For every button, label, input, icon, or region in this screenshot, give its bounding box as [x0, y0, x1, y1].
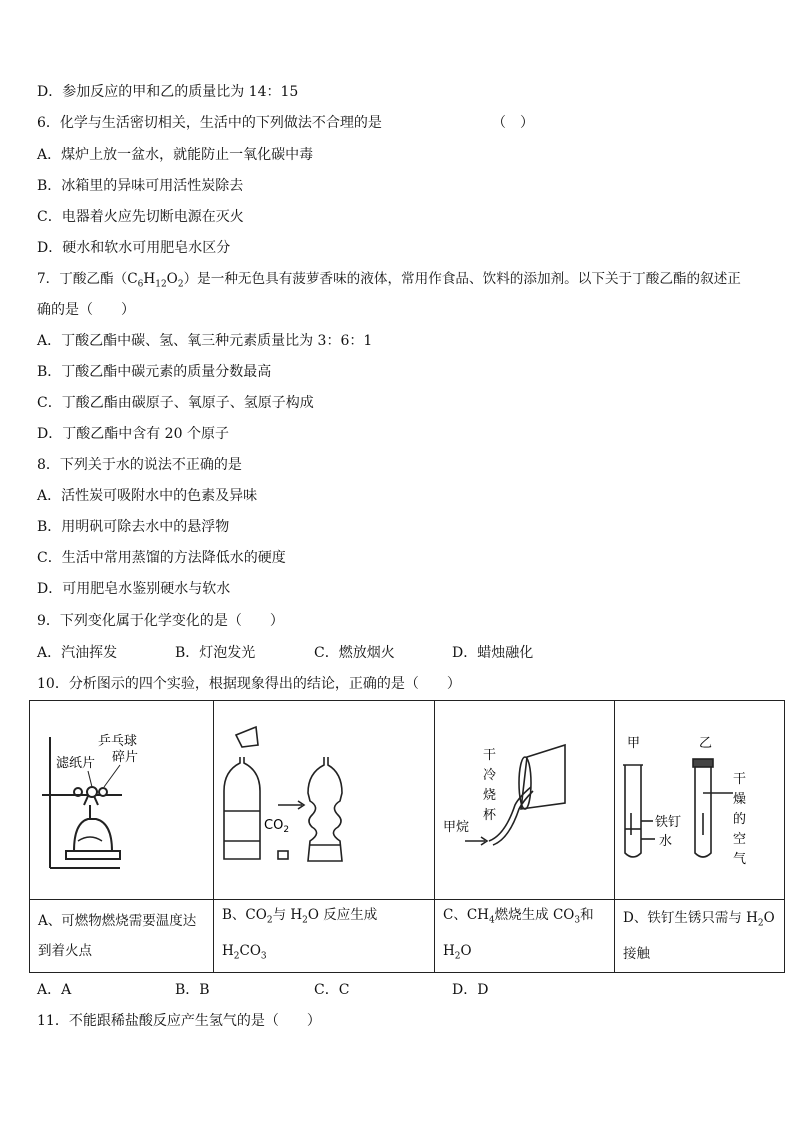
q7-option-b: B．丁酸乙酯中碳元素的质量分数最高 — [37, 364, 272, 380]
figure-d-label-water: 水 — [659, 834, 673, 849]
caption-b — [214, 900, 435, 973]
q10-option-a: A．A — [37, 982, 72, 998]
q6-option-a: A．煤炉上放一盆水，就能防止一氧化碳中毒 — [37, 147, 314, 163]
caption-c-part: C、CH — [443, 907, 489, 924]
q7-stem — [37, 269, 741, 295]
q7-option-a: A．丁酸乙酯中碳、氢、氧三种元素质量比为 3：6：1 — [37, 333, 373, 349]
figure-c-label-4: 杯 — [483, 808, 497, 823]
figure-c-cell — [435, 701, 615, 900]
q10-option-b: B．B — [175, 982, 210, 998]
q7-stem-part: O — [166, 271, 178, 287]
q8-stem: 8．下列关于水的说法不正确的是 — [37, 457, 242, 473]
caption-c-sub: 4 — [488, 916, 495, 926]
caption-b-part: B、CO — [222, 907, 267, 924]
figure-a-label-pingpong: 乒乓球 — [98, 734, 138, 749]
methane-burning-diagram — [435, 701, 615, 899]
caption-b-part: O 反应生成 H — [222, 907, 378, 959]
q8-option-d: D．可用肥皂水鉴别硬水与软水 — [37, 581, 231, 597]
figure-c-label-2: 冷 — [483, 768, 497, 783]
q8-option-b: B．用明矾可除去水中的悬浮物 — [37, 519, 230, 535]
q11-stem: 11．不能跟稀盐酸反应产生氢气的是（ ） — [37, 1013, 321, 1029]
figure-d-label-air-5: 气 — [733, 852, 747, 867]
figure-a-label-fragments: 碎片 — [112, 750, 139, 765]
q7-stem-part: H — [143, 271, 156, 287]
caption-c-sub: 3 — [574, 916, 581, 926]
figure-c-label-3: 烧 — [483, 788, 497, 803]
caption-c-part: 燃烧生成 CO — [494, 907, 575, 924]
q10-experiment-table — [29, 700, 785, 973]
q6-answer-blank: （ ） — [492, 115, 534, 131]
caption-c-part: O — [460, 943, 472, 959]
q7-option-d: D．丁酸乙酯中含有 20 个原子 — [37, 426, 229, 442]
q7-stem-part: ）是一种无色具有菠萝香味的液体，常用作食品、饮料的添加剂。以下关于丁酸乙酯的叙述正 — [183, 271, 741, 287]
caption-d-sub: 2 — [757, 918, 764, 929]
q7-stem-part: 7．丁酸乙酯（C — [37, 271, 138, 287]
caption-b-part: 与 H — [272, 907, 303, 924]
caption-d-part: 接触 — [623, 945, 650, 962]
figure-d-label-jia: 甲 — [627, 736, 641, 751]
figure-b-label-co2 — [264, 818, 289, 835]
q6-stem-text: 6．化学与生活密切相关，生活中的下列做法不合理的是 — [37, 115, 382, 131]
figure-a-label-filter-paper: 滤纸片 — [56, 756, 96, 771]
caption-d-part: O — [763, 910, 775, 927]
q10-option-d: D．D — [452, 982, 489, 998]
figure-c-label-methane: 甲烷 — [443, 820, 470, 835]
iron-rust-diagram — [615, 701, 785, 899]
caption-d — [615, 900, 785, 973]
q9-options — [37, 643, 737, 663]
figure-b-cell — [214, 701, 435, 900]
figure-a-cell — [30, 701, 214, 900]
q10-option-c: C．C — [314, 982, 350, 998]
q10-stem: 10．分析图示的四个实验，根据现象得出的结论，正确的是（ ） — [37, 676, 461, 692]
q5-option-d: D．参加反应的甲和乙的质量比为 14：15 — [37, 84, 299, 100]
q9-option-c: C．燃放烟火 — [314, 645, 395, 661]
figure-d-label-air-2: 燥 — [733, 792, 747, 807]
figure-d-label-air-3: 的 — [733, 812, 747, 827]
q6-option-b: B．冰箱里的异味可用活性炭除去 — [37, 178, 244, 194]
figure-d-cell — [615, 701, 785, 900]
q9-option-d: D．蜡烛融化 — [452, 645, 534, 661]
co2-bottle-diagram — [214, 701, 435, 899]
figure-d-label-air-4: 空 — [733, 832, 747, 847]
caption-b-sub: 2 — [266, 916, 273, 926]
caption-b-sub: 2 — [302, 916, 308, 926]
q7-sub: 6 — [137, 279, 144, 290]
co2-sub: 2 — [283, 825, 290, 835]
q8-option-c: C．生活中常用蒸馏的方法降低水的硬度 — [37, 550, 286, 566]
caption-c-sub: 2 — [454, 951, 461, 962]
co2-text: CO — [264, 818, 284, 833]
combustion-experiment-diagram — [30, 701, 214, 899]
q6-option-d: D．硬水和软水可用肥皂水区分 — [37, 240, 231, 256]
caption-a: A、可燃物燃烧需要温度达到着火点 — [30, 900, 214, 973]
q10-options — [37, 980, 737, 1000]
q6-option-c: C．电器着火应先切断电源在灭火 — [37, 209, 244, 225]
caption-b-sub: 3 — [260, 951, 267, 962]
q6-stem — [37, 113, 534, 133]
caption-b-part: CO — [239, 943, 261, 959]
caption-c-part: 和 — [580, 907, 594, 924]
figure-d-label-air-1: 干 — [733, 772, 747, 787]
q9-stem: 9．下列变化属于化学变化的是（ ） — [37, 613, 284, 629]
q9-option-a: A．汽油挥发 — [37, 645, 118, 661]
figure-c-label-1: 干 — [483, 748, 497, 763]
q7-sub: 2 — [177, 279, 184, 290]
caption-d-part: D、铁钉生锈只需与 H — [623, 910, 758, 927]
caption-c-part: H — [443, 943, 455, 959]
q7-sub: 12 — [155, 279, 167, 290]
caption-c — [435, 900, 615, 973]
q8-option-a: A．活性炭可吸附水中的色素及异味 — [37, 488, 258, 504]
caption-b-sub: 2 — [233, 951, 240, 962]
q7-option-c: C．丁酸乙酯由碳原子、氧原子、氢原子构成 — [37, 395, 314, 411]
figure-d-label-yi: 乙 — [699, 736, 713, 751]
q7-stem-line2: 确的是（ ） — [37, 302, 135, 318]
q9-option-b: B．灯泡发光 — [175, 645, 256, 661]
figure-d-label-nail: 铁钉 — [655, 815, 682, 830]
